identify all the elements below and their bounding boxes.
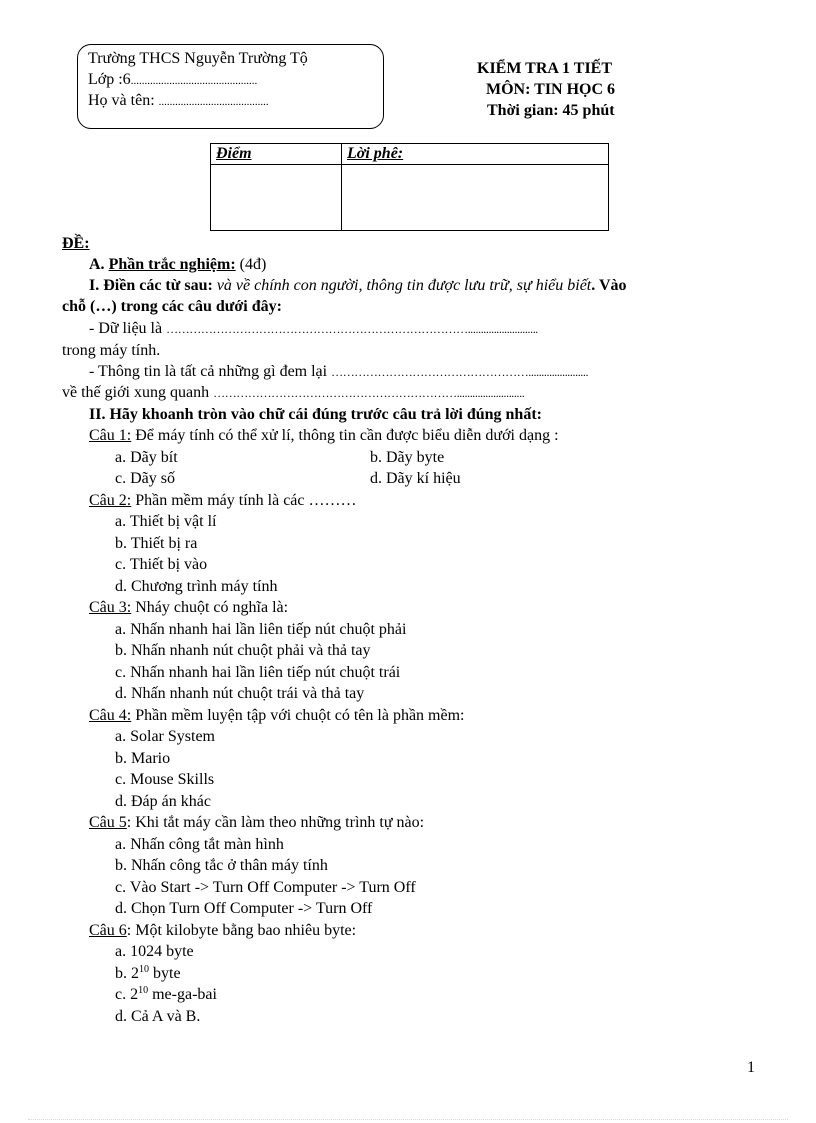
question-1-text: Để máy tính có thể xử lí, thông tin cần được biểu diễn dưới dạng : [131,427,559,444]
name-dots: ........................................ [158,96,269,108]
part-a-heading [89,255,266,275]
q4-option-d: d. Đáp án khác [115,793,211,810]
q2-option-d: d. Chương trình máy tính [115,578,278,595]
q4-option-c: c. Mouse Skills [115,771,215,788]
question-2-label: Câu 2: [89,492,132,509]
question-4-label: Câu 4: [89,707,132,724]
fill-item-2-dots: ……………………………………………....................... [331,365,589,379]
part-a-title: Phần trắc nghiệm: [108,256,236,273]
fill-item-1 [89,319,538,339]
q6-option-c [115,985,217,1005]
question-3 [89,598,288,618]
class-label: Lớp :6 [88,71,131,88]
q6-option-b [115,964,181,984]
q5-option-d: d. Chọn Turn Off Computer -> Turn Off [115,900,373,917]
q6-option-c-base: c. 2 [115,986,139,1003]
part-a-points: (4đ) [235,256,267,273]
fill-item-2 [89,362,588,382]
q3-option-d: d. Nhấn nhanh nút chuột trái và thả tay [115,685,365,702]
q6-option-b-base: b. 2 [115,965,139,982]
question-2 [89,491,357,511]
question-4-text: Phần mềm luyện tập với chuột có tên là phần mềm: [131,707,465,724]
fill-item-2-end-dots: ……………………………………………………….......................... [213,386,525,400]
q6-option-a: a. 1024 byte [115,943,194,960]
q2-option-c: c. Thiết bị vào [115,556,208,573]
question-5 [89,813,424,833]
fill-item-2-text: - Thông tin là tất cả những gì đem lại [89,363,332,380]
section-1-tail-2: chỗ (…) trong các câu dưới đây: [62,298,282,315]
q6-option-d: d. Cả A và B. [115,1008,201,1025]
question-4 [89,706,465,726]
q1-option-c: c. Dãy số [115,470,175,487]
q5-option-c: c. Vào Start -> Turn Off Computer -> Turn Off [115,879,416,896]
q5-option-b: b. Nhấn công tắc ở thân máy tính [115,857,328,874]
q2-option-a: a. Thiết bị vật lí [115,513,217,530]
q5-option-a: a. Nhấn công tắt màn hình [115,836,284,853]
score-cell [211,165,342,231]
question-3-label: Câu 3: [89,599,132,616]
q3-option-b: b. Nhấn nhanh nút chuột phải và thả tay [115,642,371,659]
name-line [88,91,269,112]
name-label: Họ và tên: [88,92,159,109]
section-1-title: I. Điền các từ sau: [89,277,213,294]
question-2-text: Phần mềm máy tính là các ……… [131,492,357,509]
fill-item-1-text: - Dữ liệu là [89,320,167,337]
q2-option-b: b. Thiết bị ra [115,535,198,552]
question-1-label: Câu 1: [89,427,132,444]
fill-item-1-dots: ……………………………………………………………………........................... [166,322,538,336]
section-1-line [89,276,627,296]
q1-option-d: d. Dãy kí hiệu [370,470,461,487]
q6-option-b-unit: byte [149,965,181,982]
comment-cell [342,165,609,231]
exam-subject: MÔN: TIN HỌC 6 [486,81,616,98]
q4-option-b: b. Mario [115,750,171,767]
question-6-label: Câu 6 [89,922,127,939]
page-number: 1 [747,1059,755,1076]
exam-title: KIỂM TRA 1 TIẾT [477,60,613,77]
page-bottom-rule [28,1119,788,1120]
q3-option-c: c. Nhấn nhanh hai lần liên tiếp nút chuột trái [115,664,401,681]
question-6 [89,921,356,941]
class-dots: .............................................. [130,75,258,87]
fill-item-2-end-text: về thế giới xung quanh [62,384,214,401]
part-a-prefix: A. [89,256,109,273]
school-name: Trường THCS Nguyễn Trường Tộ [88,50,308,67]
q6-option-c-unit: me-ga-bai [148,986,217,1003]
comment-header: Lời phê: [342,144,609,165]
class-line [88,70,257,91]
question-5-label: Câu 5 [89,814,127,831]
question-3-text: Nháy chuột có nghĩa là: [131,599,289,616]
score-header: Điểm [211,144,342,165]
question-6-text: : Một kilobyte bằng bao nhiêu byte: [126,922,357,939]
fill-item-1-end: trong máy tính. [62,342,161,359]
section-1-words: và về chính con người, thông tin được lưu trữ, sự hiểu biết [212,277,592,294]
q3-option-a: a. Nhấn nhanh hai lần liên tiếp nút chuột phải [115,621,407,638]
exam-duration: Thời gian: 45 phút [487,102,615,119]
section-2-title: II. Hãy khoanh tròn vào chữ cái đúng trước câu trả lời đúng nhất: [89,406,542,423]
q1-option-a: a. Dãy bít [115,449,178,466]
fill-item-2-end [62,383,524,403]
q4-option-a: a. Solar System [115,728,215,745]
q6-option-c-exponent: 10 [138,985,149,996]
q6-option-b-exponent: 10 [139,964,149,975]
q1-option-b: b. Dãy byte [370,449,445,466]
question-1 [89,426,559,446]
exam-label: ĐỀ: [62,235,90,252]
section-1-tail-1: . Vào [591,277,627,294]
question-5-text: : Khi tắt máy cần làm theo những trình tự nào: [126,814,425,831]
grade-table [210,143,609,231]
